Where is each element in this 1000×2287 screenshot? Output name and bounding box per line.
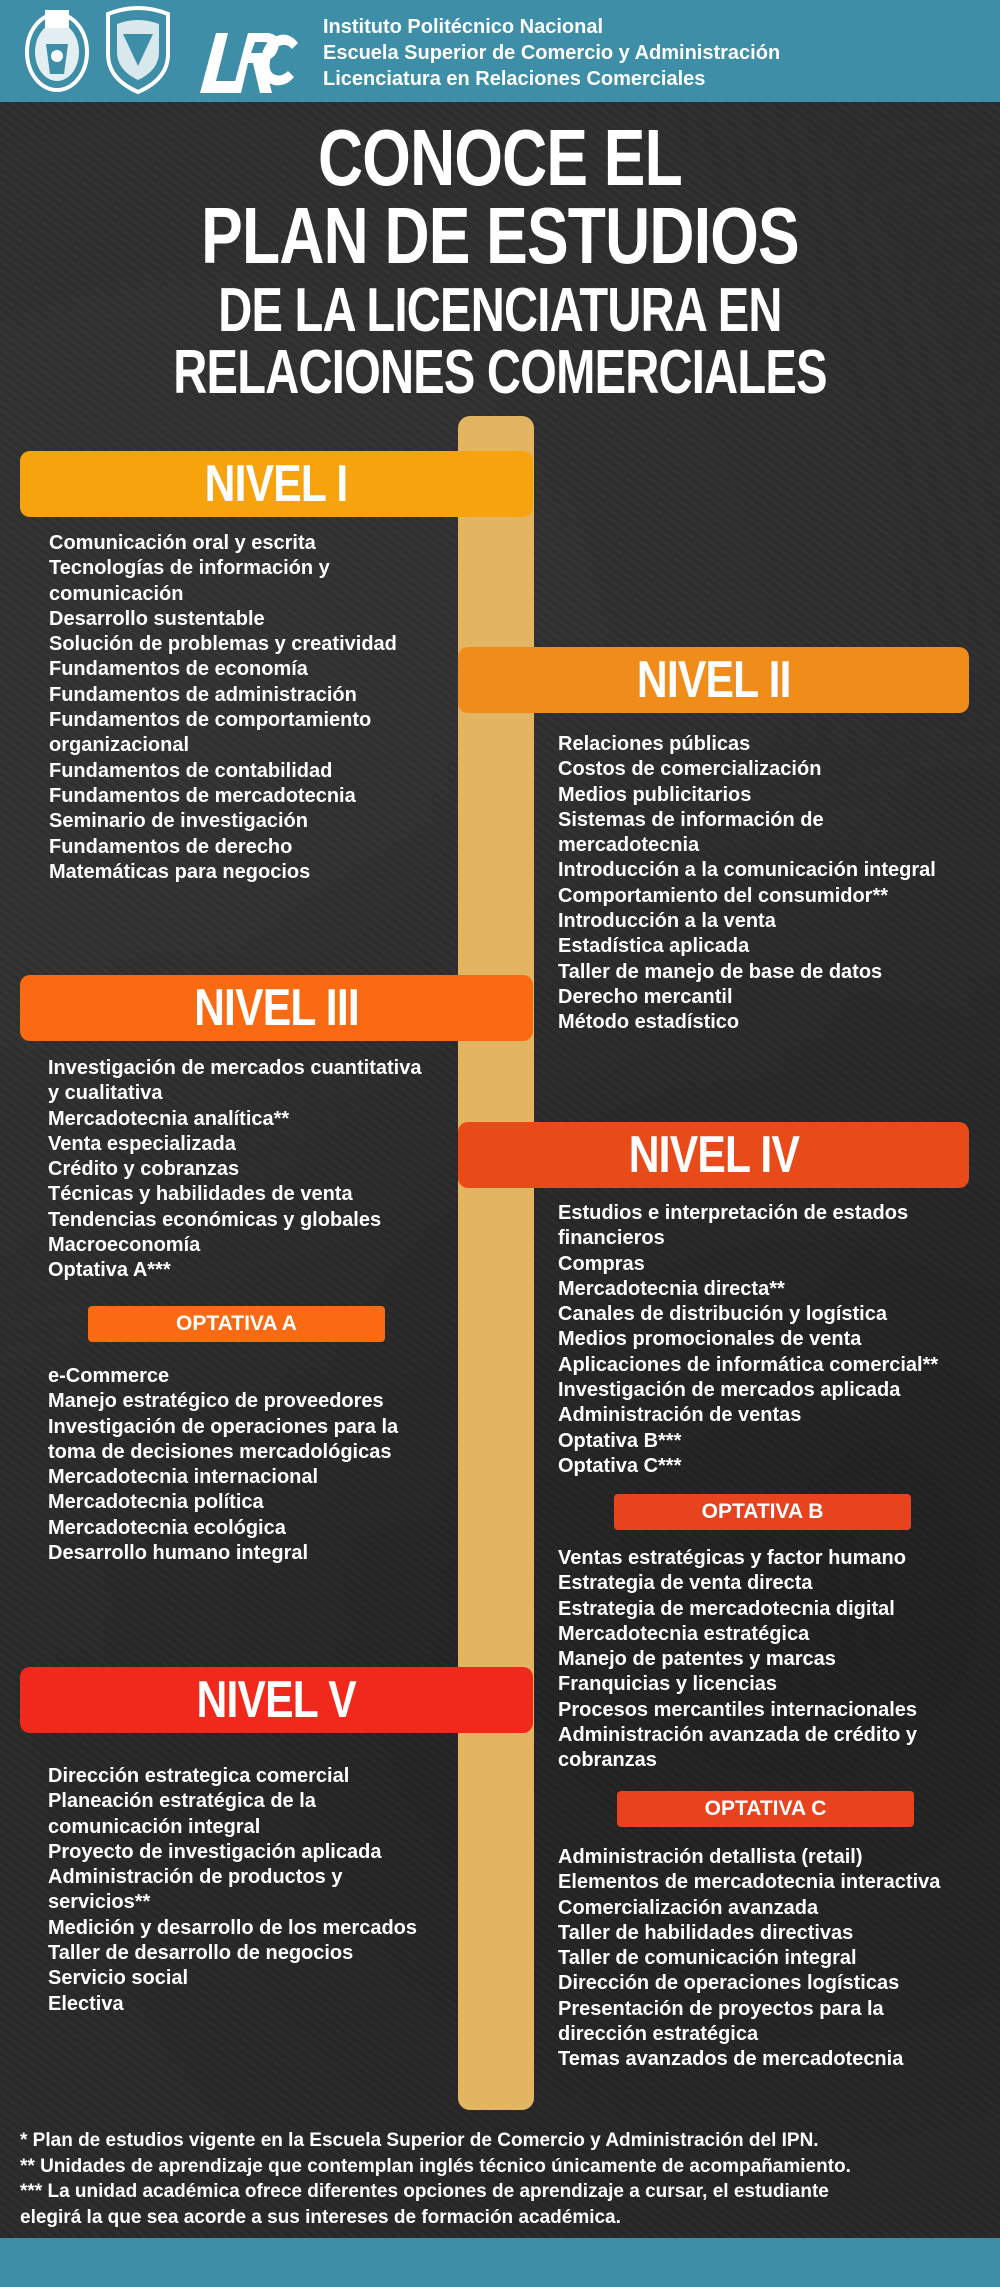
list-item: Derecho mercantil (558, 985, 733, 1008)
list-item: Dirección estrategica comercial (48, 1765, 350, 1787)
school-name: Escuela Superior de Comercio y Administración (323, 42, 781, 64)
list-item: Administración detallista (retail) (558, 1846, 863, 1868)
list-item: Estrategia de venta directa (558, 1572, 813, 1595)
optativa-c-header: OPTATIVA C (617, 1791, 914, 1827)
list-item: Técnicas y habilidades de venta (48, 1183, 353, 1206)
list-item: dirección estratégica (558, 2023, 759, 2046)
list-item: Desarrollo sustentable (49, 607, 265, 630)
list-item: Mercadotecnia analítica** (48, 1107, 290, 1130)
list-item: mercadotecnia (558, 834, 700, 857)
list-item: Crédito y cobranzas (48, 1158, 240, 1181)
list-item: Fundamentos de mercadotecnia (49, 784, 356, 807)
list-item: Procesos mercantiles internacionales (558, 1698, 918, 1721)
list-item: Medios publicitarios (558, 783, 752, 806)
nivel-2-header (458, 647, 969, 713)
list-item: Estrategia de mercadotecnia digital (558, 1597, 895, 1620)
optativa-c-subjects (558, 1845, 988, 2073)
list-item: Sistemas de información de (558, 808, 824, 831)
list-item: Manejo de patentes y marcas (558, 1648, 836, 1671)
list-item: Investigación de operaciones para la (48, 1415, 399, 1438)
list-item: Manejo estratégico de proveedores (48, 1390, 384, 1413)
list-item: Electiva (48, 1992, 124, 2015)
list-item: Servicio social (48, 1967, 189, 1990)
list-item: Temas avanzados de mercadotecnia (558, 2048, 904, 2071)
optativa-a-header: OPTATIVA A (88, 1306, 385, 1342)
optativa-a-subjects (48, 1364, 468, 1566)
list-item: Comportamiento del consumidor** (558, 884, 889, 907)
ipn-seal-logo (18, 4, 96, 96)
list-item: Administración de ventas (558, 1404, 802, 1427)
list-item: Mercadotecnia estratégica (558, 1622, 810, 1645)
title-line-3: DE LA LICENCIATURA EN (218, 276, 782, 345)
list-item: Mercadotecnia política (48, 1491, 264, 1514)
list-item: Mercadotecnia directa** (558, 1277, 785, 1300)
nivel-1-label: NIVEL I (205, 455, 348, 513)
list-item: Venta especializada (48, 1132, 236, 1155)
list-item: Canales de distribución y logística (558, 1303, 887, 1326)
list-item: Desarrollo humano integral (48, 1542, 309, 1565)
list-item: Macroeconomía (48, 1234, 201, 1257)
list-item: Administración avanzada de crédito y (558, 1724, 917, 1747)
list-item: Compras (558, 1252, 645, 1275)
list-item: Introducción a la comunicación integral (558, 859, 936, 882)
list-item: Taller de habilidades directivas (558, 1921, 854, 1944)
list-item: Solución de problemas y creatividad (49, 633, 397, 656)
list-item: Franquicias y licencias (558, 1673, 777, 1696)
nivel-5-subjects (48, 1764, 468, 2017)
nivel-4-subjects (558, 1201, 988, 1479)
list-item: organizacional (49, 734, 190, 757)
list-item: Taller de manejo de base de datos (558, 960, 883, 983)
title-line-2: PLAN DE ESTUDIOS (201, 191, 799, 280)
nivel-5-header (20, 1667, 533, 1733)
institution-info (323, 14, 780, 92)
list-item: Tecnologías de información y (49, 557, 330, 580)
list-item: cobranzas (558, 1749, 657, 1772)
list-item: Método estadístico (558, 1011, 740, 1034)
list-item: Optativa B*** (558, 1429, 682, 1452)
nivel-3-label: NIVEL III (194, 979, 359, 1037)
footnote-1: * Plan de estudios vigente en la Escuela Superior de Comercio y Administración del IPN. (20, 2130, 819, 2151)
list-item: Fundamentos de derecho (49, 835, 293, 858)
list-item: Comunicación oral y escrita (49, 532, 316, 554)
footnote-3-continued: elegirá la que sea acorde a sus intereses de formación académica. (20, 2206, 621, 2228)
program-name: Licenciatura en Relaciones Comerciales (323, 68, 706, 90)
list-item: Administración de productos y (48, 1866, 343, 1889)
list-item: Elementos de mercadotecnia interactiva (558, 1871, 941, 1894)
list-item: Mercadotecnia internacional (48, 1466, 319, 1489)
list-item: e-Commerce (48, 1365, 170, 1387)
nivel-4-header (458, 1122, 969, 1188)
list-item: Fundamentos de comportamiento (49, 709, 372, 732)
title-line-1: CONOCE EL (318, 113, 682, 202)
list-item: Optativa A*** (48, 1259, 171, 1282)
nivel-3-subjects (48, 1056, 468, 1284)
esca-shield-logo (103, 4, 173, 96)
list-item: Estudios e interpretación de estados (558, 1202, 909, 1224)
footer-bar (0, 2238, 1000, 2287)
list-item: Costos de comercialización (558, 758, 822, 781)
list-item: Relaciones públicas (558, 733, 751, 755)
list-item: Fundamentos de economía (49, 658, 308, 681)
list-item: Fundamentos de contabilidad (49, 759, 333, 782)
list-item: Optativa C*** (558, 1454, 682, 1477)
optativa-b-subjects (558, 1546, 988, 1774)
list-item: Matemáticas para negocios (49, 860, 311, 883)
nivel-1-subjects (49, 531, 469, 885)
list-item: Aplicaciones de informática comercial** (558, 1353, 939, 1376)
list-item: Dirección de operaciones logísticas (558, 1972, 900, 1995)
list-item: Investigación de mercados cuantitativa (48, 1057, 422, 1079)
lrc-logo (198, 16, 302, 108)
nivel-5-label: NIVEL V (196, 1671, 357, 1729)
footnote-2: ** Unidades de aprendizaje que contemplan inglés técnico únicamente de acompañamiento. (20, 2155, 851, 2177)
list-item: Investigación de mercados aplicada (558, 1379, 901, 1402)
footnote-3: *** La unidad académica ofrece diferentes opciones de aprendizaje a cursar, el estudiante (20, 2181, 829, 2202)
list-item: Medición y desarrollo de los mercados (48, 1916, 418, 1939)
list-item: Comercialización avanzada (558, 1896, 819, 1919)
list-item: servicios** (48, 1891, 151, 1914)
list-item: financieros (558, 1227, 665, 1250)
list-item: comunicación (49, 582, 184, 605)
list-item: y cualitativa (48, 1082, 163, 1105)
list-item: comunicación integral (48, 1815, 261, 1838)
nivel-2-subjects (558, 732, 988, 1036)
list-item: Proyecto de investigación aplicada (48, 1840, 382, 1863)
nivel-4-label: NIVEL IV (628, 1126, 799, 1184)
nivel-3-header (20, 975, 533, 1041)
institution-name: Instituto Politécnico Nacional (323, 16, 604, 38)
list-item: Mercadotecnia ecológica (48, 1516, 286, 1539)
list-item: Taller de desarrollo de negocios (48, 1942, 354, 1965)
list-item: toma de decisiones mercadológicas (48, 1440, 392, 1463)
list-item: Estadística aplicada (558, 935, 750, 958)
title-line-4: RELACIONES COMERCIALES (173, 338, 827, 407)
nivel-1-header (20, 451, 533, 517)
footnotes (20, 2128, 985, 2230)
nivel-2-label: NIVEL II (636, 651, 791, 709)
list-item: Introducción a la venta (558, 910, 776, 933)
list-item: Seminario de investigación (49, 810, 308, 833)
list-item: Taller de comunicación integral (558, 1947, 857, 1970)
list-item: Planeación estratégica de la (48, 1790, 316, 1813)
list-item: Ventas estratégicas y factor humano (558, 1547, 906, 1569)
list-item: Tendencias económicas y globales (48, 1208, 382, 1231)
list-item: Presentación de proyectos para la (558, 1997, 884, 2020)
list-item: Medios promocionales de venta (558, 1328, 862, 1351)
optativa-b-header: OPTATIVA B (614, 1494, 911, 1530)
list-item: Fundamentos de administración (49, 683, 357, 706)
